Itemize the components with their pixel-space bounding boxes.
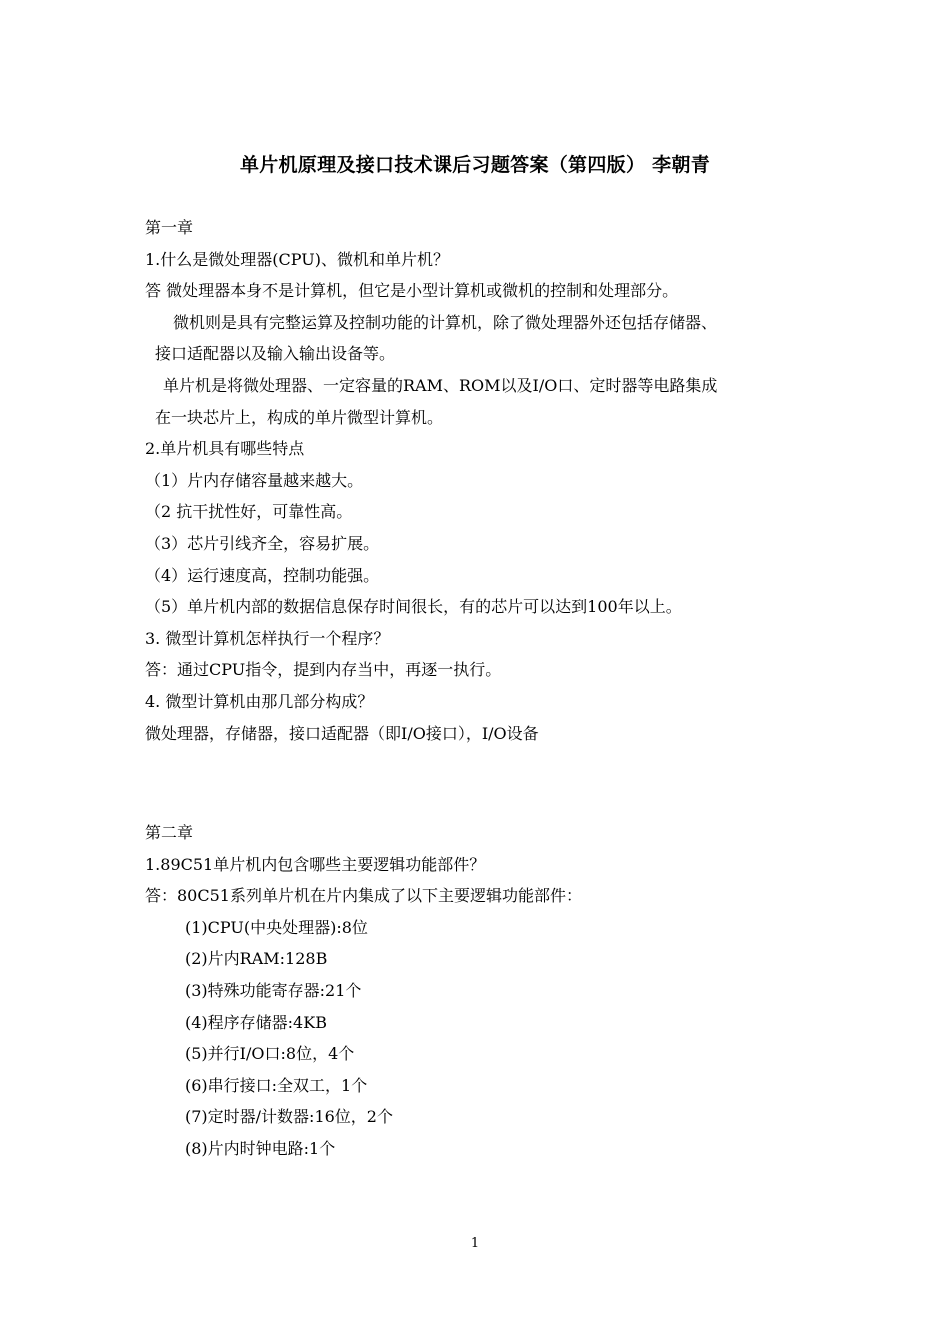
component-8: (8)片内时钟电路:1个 xyxy=(185,1138,336,1158)
component-7: (7)定时器/计数器:16位，2个 xyxy=(185,1107,393,1127)
feature-1: （1）片内存储容量越来越大。 xyxy=(145,470,364,490)
page-number: 1 xyxy=(470,1236,480,1251)
answer-3: 答：通过CPU指令，提到内存当中，再逐一执行。 xyxy=(145,660,502,680)
question-4: 4. 微型计算机由那几部分构成？ xyxy=(145,691,374,711)
component-1: (1)CPU(中央处理器):8位 xyxy=(185,917,368,937)
question-3: 3. 微型计算机怎样执行一个程序？ xyxy=(145,628,390,648)
answer-2-1: 答：80C51系列单片机在片内集成了以下主要逻辑功能部件： xyxy=(145,886,582,906)
feature-4: （4）运行速度高，控制功能强。 xyxy=(145,565,380,585)
feature-5: （5）单片机内部的数据信息保存时间很长，有的芯片可以达到100年以上。 xyxy=(145,597,682,617)
component-6: (6)串行接口:全双工，1个 xyxy=(185,1075,368,1095)
answer-1-line-1: 答 微处理器本身不是计算机，但它是小型计算机或微机的控制和处理部分。 xyxy=(145,281,679,301)
component-2: (2)片内RAM:128B xyxy=(185,949,328,969)
answer-1-line-4: 单片机是将微处理器、一定容量的RAM、ROM以及I/O口、定时器等电路集成 xyxy=(163,375,718,395)
question-2-1: 1.89C51单片机内包含哪些主要逻辑功能部件？ xyxy=(145,854,486,874)
feature-3: （3）芯片引线齐全，容易扩展。 xyxy=(145,533,380,553)
answer-1-line-5: 在一块芯片上，构成的单片微型计算机。 xyxy=(155,407,444,427)
question-2: 2.单片机具有哪些特点 xyxy=(145,439,305,459)
chapter-2 xyxy=(145,817,825,1165)
answer-1-line-3: 接口适配器以及输入输出设备等。 xyxy=(155,344,396,364)
page-title: 单片机原理及接口技术课后习题答案（第四版） 李朝青 xyxy=(239,154,711,176)
component-3: (3)特殊功能寄存器:21个 xyxy=(185,980,362,1000)
answer-4: 微处理器，存储器，接口适配器（即I/O接口），I/O设备 xyxy=(145,723,539,743)
answer-1-line-2: 微机则是具有完整运算及控制功能的计算机，除了微处理器外还包括存储器、 xyxy=(173,312,718,332)
question-1: 1.什么是微处理器(CPU)、微机和单片机？ xyxy=(145,249,449,269)
chapter-1 xyxy=(145,212,825,749)
component-4: (4)程序存储器:4KB xyxy=(185,1012,327,1032)
chapter-1-heading: 第一章 xyxy=(145,218,194,237)
feature-2: （2 抗干扰性好，可靠性高。 xyxy=(145,502,353,522)
component-5: (5)并行I/O口:8位，4个 xyxy=(185,1044,355,1064)
chapter-2-heading: 第二章 xyxy=(145,823,194,842)
